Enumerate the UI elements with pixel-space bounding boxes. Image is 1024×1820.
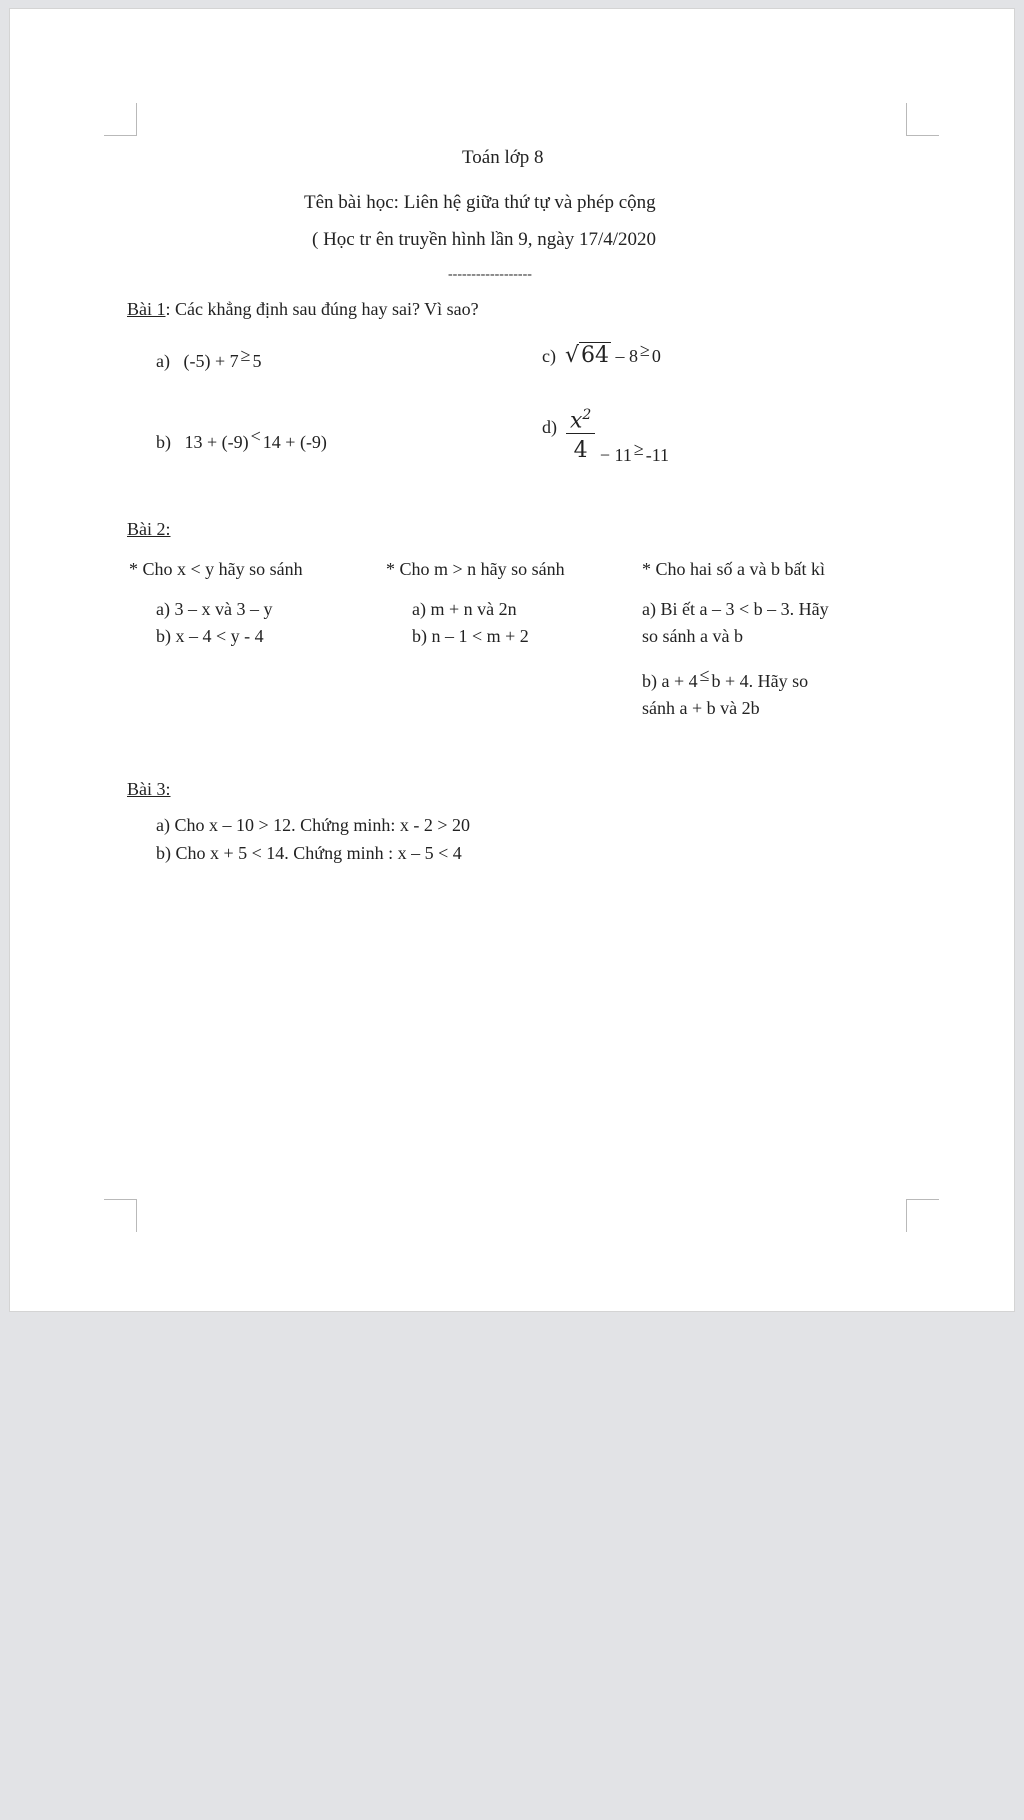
bai2-col3-b-line1	[642, 665, 809, 692]
bai1-heading: Bài 1	[127, 299, 166, 319]
bai1-c-label: c)	[542, 346, 556, 366]
bai2-col2-a: a) m + n và 2n	[412, 599, 517, 619]
bai2-col1-b: b) x – 4 < y - 4	[156, 626, 264, 646]
bai2-col3-b-line2: sánh a + b và 2b	[642, 698, 760, 718]
bai2-col2-b: b) n – 1 < m + 2	[412, 626, 529, 646]
doc-subject: Toán lớp 8	[462, 147, 544, 168]
bai1-b-symbol: <	[250, 426, 261, 446]
bai1-d-symbol: ≥	[633, 439, 644, 460]
bai1-a-lhs: (-5) + 7	[183, 351, 239, 371]
bai2-col3-b-symbol: ≤	[699, 665, 710, 685]
lesson-title: Tên bài học: Liên hệ giữa thứ tự và phép cộng	[304, 192, 656, 213]
bai1-item-d	[542, 407, 670, 466]
bai2-col1-a: a) 3 – x và 3 – y	[156, 599, 273, 619]
document-page	[9, 8, 1015, 1312]
bai2-col3-a-line2: so sánh a và b	[642, 626, 743, 646]
bai1-c-rhs: 0	[651, 346, 661, 366]
bai1-a-label: a)	[156, 351, 170, 371]
bai2-col3-b-suffix: b + 4. Hãy so	[711, 671, 809, 691]
bai1-d-rhs: -11	[645, 445, 670, 466]
bai1-d-label: d)	[542, 417, 557, 437]
bai1-c-radicand: 64	[581, 343, 610, 368]
broadcast-note: ( Học tr ên truyền hình lần 9, ngày 17/4/2020	[312, 229, 657, 250]
fraction-numerator	[566, 407, 595, 434]
bai2-header	[127, 519, 171, 540]
bai1-d-minus: − 11	[599, 445, 632, 466]
bai3-item-a: a) Cho x – 10 > 12. Chứng minh: x - 2 > 20	[156, 815, 471, 835]
margin-corner-bottom-right	[906, 1199, 939, 1232]
bai1-item-c	[542, 340, 661, 368]
bai1-a-rhs: 5	[252, 351, 262, 371]
bai1-item-a	[156, 345, 262, 372]
separator: ------------------	[448, 267, 532, 282]
bai1-d-exponent: 2	[582, 407, 592, 423]
bai1-b-label: b)	[156, 432, 171, 452]
bai2-heading: Bài 2	[127, 519, 166, 539]
margin-corner-bottom-left	[104, 1199, 137, 1232]
bai1-d-denominator: 4	[573, 438, 588, 464]
bai2-col3-a-line1: a) Bi ết a – 3 < b – 3. Hãy	[642, 599, 829, 619]
bai1-d-tail	[599, 439, 670, 466]
bai1-c-minus: – 8	[615, 346, 639, 366]
bai1-question: : Các khẳng định sau đúng hay sai? Vì sao?	[165, 299, 479, 319]
bai1-c-symbol: ≥	[640, 340, 650, 360]
margin-corner-top-left	[104, 103, 137, 136]
bai1-b-rhs: 14 + (-9)	[262, 432, 327, 452]
bai1-d-numerator: x	[570, 408, 583, 434]
bai2-col3-title: * Cho hai số a và b bất kì	[642, 559, 825, 579]
bai3-heading: Bài 3	[127, 779, 166, 799]
bai1-a-symbol: ≥	[240, 345, 251, 365]
bai1-b-lhs: 13 + (-9)	[184, 432, 249, 452]
bai2-col2-title: * Cho m > n hãy so sánh	[386, 559, 565, 579]
bai2-col1-title: * Cho x < y hãy so sánh	[129, 559, 303, 579]
margin-corner-top-right	[906, 103, 939, 136]
bai3-header	[127, 779, 171, 800]
bai2-heading-suffix: :	[165, 519, 171, 539]
bai3-item-b: b) Cho x + 5 < 14. Chứng minh : x – 5 < 4	[156, 843, 462, 863]
sqrt-expression: √64	[564, 343, 610, 368]
bai1-prompt	[127, 299, 479, 320]
fraction-expression	[566, 407, 595, 463]
bai3-heading-suffix: :	[165, 779, 171, 799]
bai1-item-b	[156, 426, 327, 453]
bai2-col3-b-prefix: b) a + 4	[642, 671, 698, 691]
